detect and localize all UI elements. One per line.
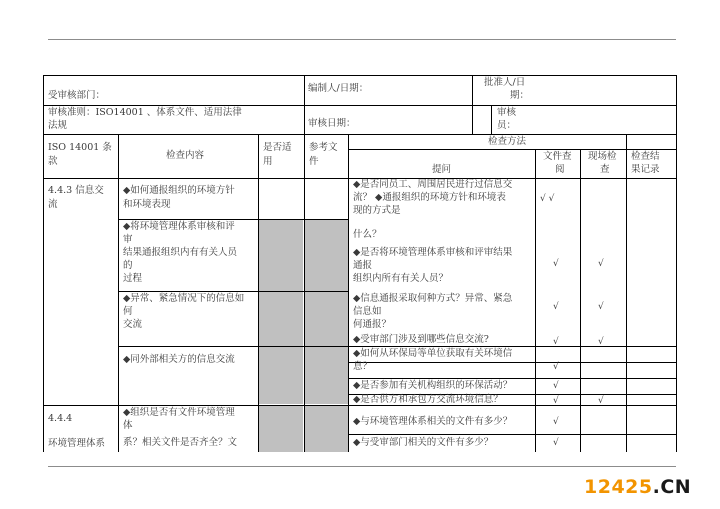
check-content-item: 系？相关文件是否齐全？文 [123, 437, 238, 448]
page-top-rule [48, 39, 676, 40]
auditor-label-2: 员： [497, 120, 517, 131]
doc-review-check: √ [553, 381, 559, 391]
col-header-clause-2: 款 [48, 156, 58, 167]
col-header-reference: 参考文 [309, 142, 338, 153]
col-header-content: 检查内容 [166, 150, 205, 161]
doc-review-check: √ √ [540, 194, 555, 204]
col-header-doc-review: 文件查 [543, 151, 572, 162]
question-item: 何通报？ [353, 319, 392, 330]
question-item: 流？ ◆通报组织的环境方针和环境表 [353, 192, 506, 203]
page-bottom-rule [48, 466, 676, 467]
question-item: ◆是否参加有关机构组织的环保活动？ [353, 380, 513, 391]
question-item: ◆是否供方和承包方交流环境信息？ [353, 394, 503, 405]
col-header-method: 检查方法 [488, 136, 527, 147]
question-item: ◆是否同员工、周围居民进行过信息交 [353, 179, 513, 190]
site-check-mark: √ [598, 396, 604, 406]
check-content-item: ◆同外部相关方的信息交流 [123, 354, 235, 365]
approved-by-label: 批准人/日 [484, 77, 526, 88]
question-item: 通报 [353, 260, 373, 271]
col-header-reference-2: 件 [309, 156, 319, 167]
question-item: ◆与受审部门相关的文件有多少？ [353, 437, 494, 448]
site-check-mark: √ [598, 337, 604, 347]
doc-review-check: √ [553, 259, 559, 269]
question-item: ◆与环境管理体系相关的文件有多少？ [353, 416, 513, 427]
question-item: ◆如何从环保局等单位获取有关环境信 [353, 348, 513, 359]
col-header-site-check: 现场检 [588, 151, 617, 162]
prepared-by-label: 编制人/日期： [308, 83, 369, 94]
doc-review-check: √ [553, 396, 559, 406]
clause-443-cont: 流 [48, 199, 58, 210]
audit-criteria-label: 审核准则：ISO14001 、体系文件、适用法律 [48, 107, 242, 118]
clause-444-title: 环境管理体系 [48, 438, 106, 449]
review-date-label: 审核日期： [308, 118, 356, 129]
clause-444: 4.4.4 [48, 413, 73, 424]
approved-by-label-2: 期： [510, 90, 530, 101]
shaded-reference-cell-2 [304, 406, 348, 452]
shaded-reference-cell [304, 219, 348, 404]
doc-review-check: √ [553, 438, 559, 448]
auditor-label: 审核 [497, 107, 517, 118]
doc-review-check: √ [553, 362, 559, 372]
site-check-mark: √ [598, 302, 604, 312]
site-check-mark: √ [598, 259, 604, 269]
question-item: 组织内所有有关人员？ [353, 273, 449, 284]
check-content-item: 审 [123, 234, 133, 245]
col-header-applicable: 是否适 [263, 142, 292, 153]
question-item: 息？ [353, 361, 373, 372]
question-item: 什么？ [353, 229, 382, 240]
col-header-clause: ISO 14001 条 [48, 142, 112, 153]
audited-dept-label: 受审核部门： [48, 90, 106, 101]
site-watermark-logo [584, 476, 691, 498]
check-content-item: 和环境表现 [123, 199, 171, 210]
col-header-question: 提问 [432, 164, 452, 175]
doc-review-check: √ [553, 417, 559, 427]
shaded-applicable-cell-2 [258, 406, 303, 452]
shaded-applicable-cell [258, 219, 303, 404]
question-item: ◆是否将环境管理体系审核和评审结果 [353, 247, 513, 258]
audit-criteria-label-2: 法规 [48, 120, 68, 131]
clause-443: 4.4.3 信息交 [48, 185, 104, 196]
check-content-item: ◆将环境管理体系审核和评 [123, 221, 235, 232]
col-header-result: 检查结 [631, 151, 660, 162]
check-content-item: 体 [123, 420, 133, 431]
col-header-site-check-2: 查 [600, 164, 610, 175]
check-content-item: 何 [123, 306, 133, 317]
check-content-item: 结果通报组织内有有关人员 [123, 247, 238, 258]
check-content-item: ◆异常、紧急情况下的信息如 [123, 293, 245, 304]
doc-review-check: √ [553, 302, 559, 312]
question-item: ◆受审部门涉及到哪些信息交流? [353, 334, 489, 345]
doc-review-check: √ [553, 337, 559, 347]
col-header-doc-review-2: 阅 [555, 164, 565, 175]
check-content-item: 过程 [123, 273, 143, 284]
question-item: 信息如 [353, 306, 382, 317]
col-header-applicable-2: 用 [263, 156, 273, 167]
watermark-number: 12425 [584, 476, 653, 498]
watermark-domain: .CN [652, 476, 692, 498]
check-content-item: ◆如何通报组织的环境方针 [123, 185, 235, 196]
check-content-item: 的 [123, 260, 133, 271]
col-header-result-2: 果记录 [631, 164, 660, 175]
question-item: ◆信息通报采取何种方式？异常、紧急 [353, 293, 513, 304]
question-item: 现的方式是 [353, 205, 401, 216]
check-content-item: ◆组织是否有文件环境管理 [123, 407, 235, 418]
check-content-item: 交流 [123, 319, 143, 330]
